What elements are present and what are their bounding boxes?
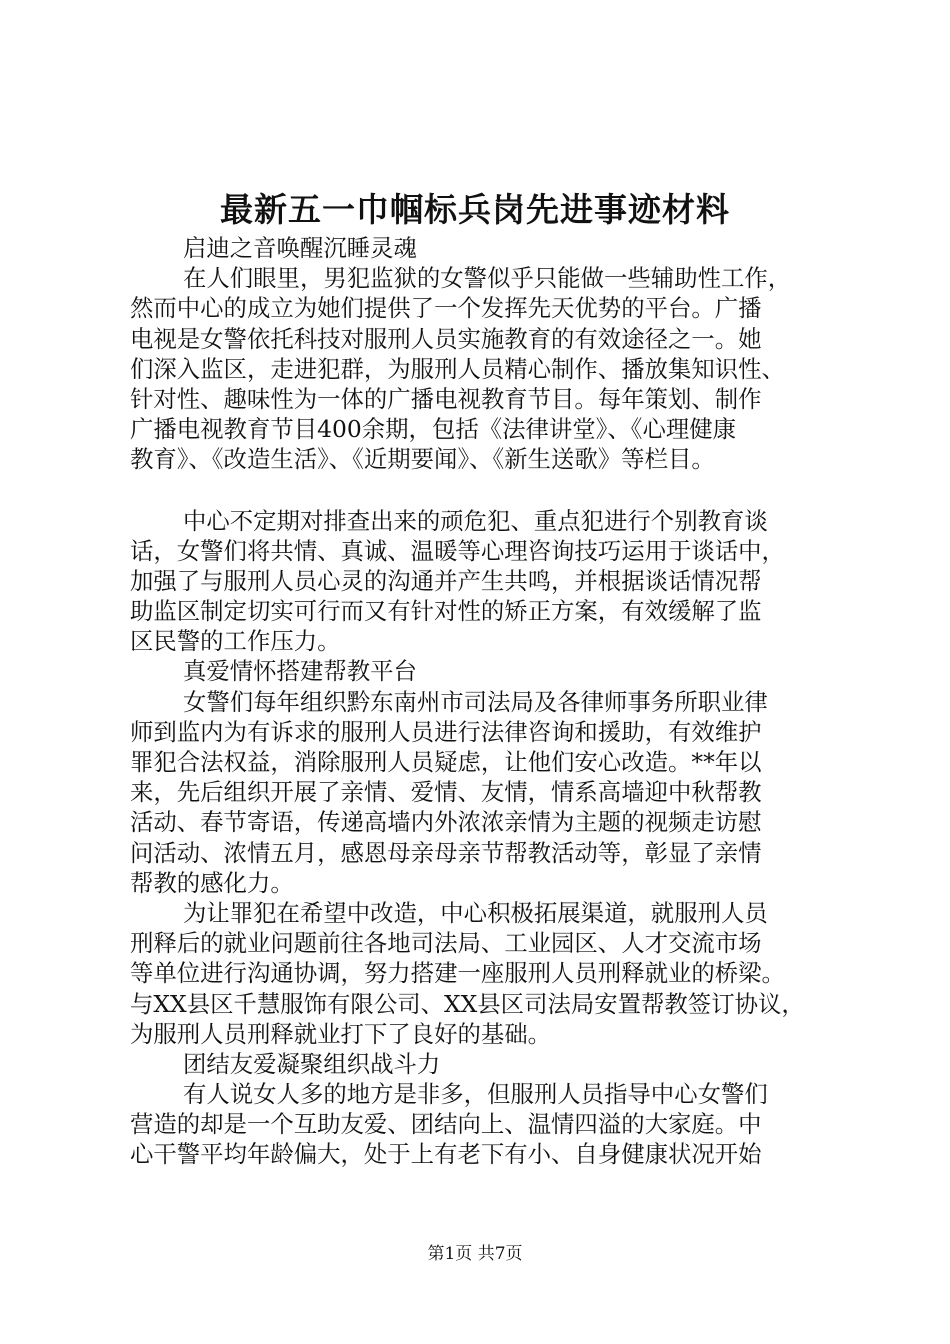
text-line: 与XX县区千慧服饰有限公司、XX县区司法局安置帮教签订协议， [130, 989, 805, 1018]
text-line: 为让罪犯在希望中改造，中心积极拓展渠道，就服刑人员 [183, 898, 768, 927]
text-line: 心干警平均年龄偏大，处于上有老下有小、自身健康状况开始 [130, 1140, 762, 1169]
text-line: 们深入监区，走进犯群，为服刑人员精心制作、播放集知识性、 [130, 354, 785, 383]
text-line: 教育》、《改造生活》、《近期要闻》、《新生送歌》等栏目。 [130, 445, 715, 474]
section-heading: 启迪之音唤醒沉睡灵魂 [183, 234, 417, 262]
page-footer: 第1页 共7页 [427, 1244, 523, 1264]
text-line: 话，女警们将共情、真诚、温暖等心理咨询技巧运用于谈话中， [130, 536, 785, 565]
text-line: 广播电视教育节目400余期，包括《法律讲堂》、《心理健康 [130, 415, 737, 444]
text-line: 中心不定期对排查出来的顽危犯、重点犯进行个别教育谈 [183, 506, 768, 535]
section-heading: 团结友爱凝聚组织战斗力 [183, 1049, 441, 1078]
text-line: 等单位进行沟通协调，努力搭建一座服刑人员刑释就业的桥梁。 [130, 959, 785, 988]
text-line: 在人们眼里，男犯监狱的女警似乎只能做一些辅助性工作， [183, 264, 792, 293]
text-line: 电视是女警依托科技对服刑人员实施教育的有效途径之一。她 [130, 324, 762, 353]
text-line: 区民警的工作压力。 [130, 627, 341, 656]
text-line: 为服刑人员刑释就业打下了良好的基础。 [130, 1019, 552, 1048]
text-line: 罪犯合法权益，消除服刑人员疑虑，让他们安心改造。**年以 [130, 748, 762, 776]
text-line: 加强了与服刑人员心灵的沟通并产生共鸣，并根据谈话情况帮 [130, 566, 762, 595]
text-line: 帮教的感化力。 [130, 868, 294, 897]
text-line: 有人说女人多的地方是非多，但服刑人员指导中心女警们 [183, 1080, 768, 1109]
text-line: 助监区制定切实可行而又有针对性的矫正方案，有效缓解了监 [130, 597, 762, 626]
text-line: 针对性、趣味性为一体的广播电视教育节目。每年策划、制作 [130, 384, 762, 413]
text-line: 女警们每年组织黔东南州市司法局及各律师事务所职业律 [183, 687, 768, 716]
text-line: 来，先后组织开展了亲情、爱情、友情，情系高墙迎中秋帮教 [130, 778, 762, 807]
document-body [130, 233, 850, 1170]
section-heading: 真爱情怀搭建帮教平台 [183, 657, 417, 686]
text-line: 活动、春节寄语，传递高墙内外浓浓亲情为主题的视频走访慰 [130, 808, 762, 837]
text-line: 刑释后的就业问题前往各地司法局、工业园区、人才交流市场 [130, 929, 762, 958]
text-line: 然而中心的成立为她们提供了一个发挥先天优势的平台。广播 [130, 294, 762, 323]
paragraph-gap [130, 475, 850, 506]
text-line: 营造的却是一个互助友爱、团结向上、温情四溢的大家庭。中 [130, 1110, 762, 1139]
document-title: 最新五一巾帼标兵岗先进事迹材料 [220, 190, 730, 229]
text-line: 师到监内为有诉求的服刑人员进行法律咨询和援助，有效维护 [130, 717, 762, 746]
text-line: 问活动、浓情五月，感恩母亲母亲节帮教活动等，彰显了亲情 [130, 838, 762, 867]
